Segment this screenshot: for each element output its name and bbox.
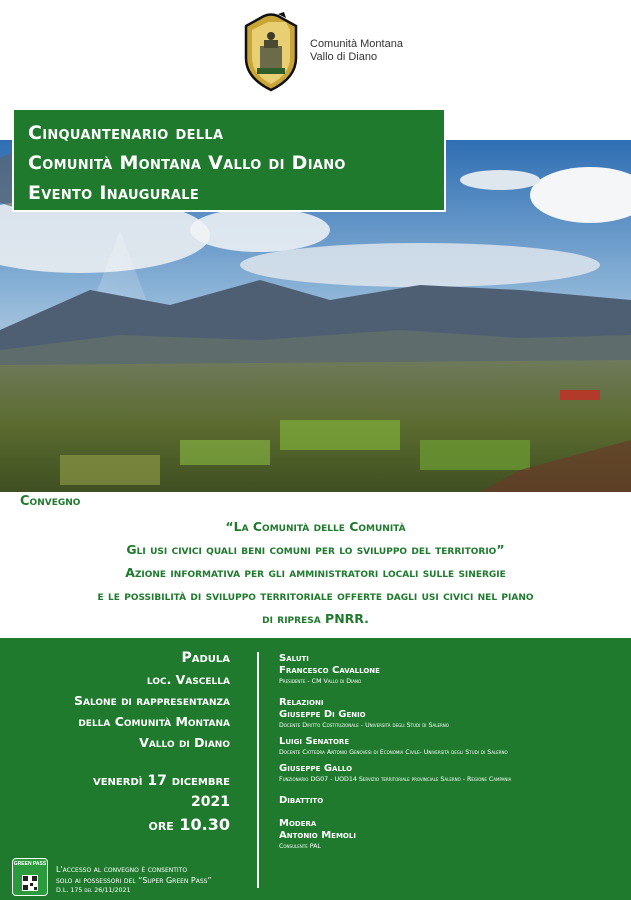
convegno-label: Convegno [20,494,81,509]
green-pass-badge-text: GREEN PASS [13,861,47,867]
green-pass-icon [12,858,48,896]
column-divider [257,652,259,888]
moderatore-role: Consulente PAL [279,843,321,850]
saluti-name: Francesco Cavallone [279,665,380,676]
dibattito-label: Dibattito [279,795,324,806]
venue-city: Padula [181,650,230,666]
title-box [12,108,446,212]
modera-label: Modera [279,818,317,829]
relazioni-label: Relazioni [279,697,324,708]
coat-of-arms-icon [240,12,302,92]
program-list [279,652,624,851]
relatore-3-name: Giuseppe Gallo [279,763,353,774]
title-line-2: Comunità Montana Vallo di Diano [28,152,346,174]
saluti-label: Saluti [279,653,309,664]
green-pass-note-3: D.L. 175 del 26/11/2021 [56,887,131,894]
venue-hall-1: Salone di rappresentanza [74,693,230,708]
convegno-description [0,515,631,630]
event-date: venerdì 17 dicembre [92,773,230,789]
qr-code-icon [22,875,38,891]
header-logo [240,12,440,96]
venue-hall-3: Vallo di Diano [139,735,230,750]
relatore-1-role: Docente Diritto Costituzionale - Università degli Studi di Salerno [279,722,449,729]
relatore-2-role: Docente Cattedra Antonio Genovesi di Economia Civile- Università degli Studi di Salerno [279,749,508,756]
logo-line-1: Comunità Montana [310,38,403,50]
green-pass-note-1: L'accesso al convegno è consentito [56,865,188,874]
convegno-line-4: e le possibilità di sviluppo territoriale offerte dagli usi civici nel piano [97,588,534,603]
title-line-1: Cinquantenario della [28,122,224,144]
convegno-line-2: Gli usi civici quali beni comuni per lo sviluppo del territorio” [126,542,505,557]
event-time: ore 10.30 [148,815,230,834]
venue-locality: loc. Vascella [146,672,230,687]
relatore-3-role: Funzionario DG07 - UOD14 Servizio territoriale provinciale Salerno - Regione Campania [279,776,512,783]
relatore-2-name: Luigi Senatore [279,736,350,747]
title-line-3: Evento Inaugurale [28,182,200,204]
logo-line-2: Vallo di Diano [310,51,378,63]
green-pass-note-2: solo ai possessori del “Super Green Pass” [56,876,212,885]
convegno-line-1: “La Comunità delle Comunità [225,519,406,534]
venue-hall-2: della Comunità Montana [78,714,230,729]
event-year: 2021 [191,794,230,810]
venue-info [0,648,230,837]
convegno-line-3: Azione informativa per gli amministratori locali sulle sinergie [125,565,506,580]
convegno-line-5: di ripresa PNRR. [262,611,369,626]
relatore-1-name: Giuseppe Di Genio [279,709,366,720]
green-pass-note [56,864,212,895]
moderatore-name: Antonio Memoli [279,830,356,841]
saluti-role: Presidente - CM Vallo di Diano [279,678,362,685]
